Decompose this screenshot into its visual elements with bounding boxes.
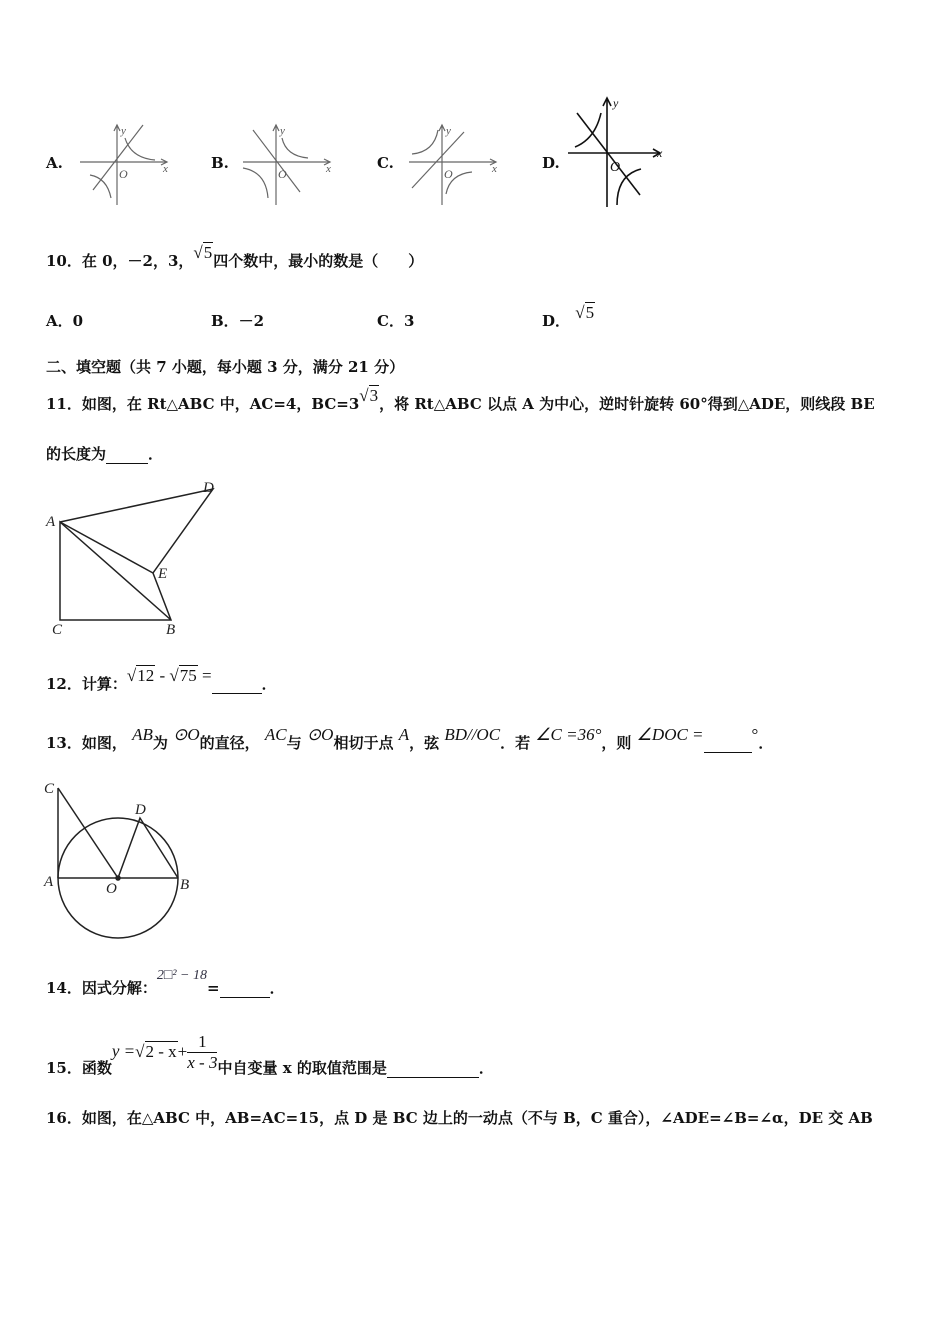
sqrt-radicand: 5 (203, 243, 213, 262)
degree-sign: ° (751, 725, 759, 744)
origin-label: O (119, 167, 128, 181)
option-a-label: A. (46, 154, 63, 172)
point-a-label: A (46, 514, 56, 530)
section-heading: 二、填空题（共 7 小题，每小题 3 分，满分 21 分） (46, 358, 405, 376)
text: 与 (286, 734, 302, 752)
math-circle-o: ⊙O (173, 725, 200, 744)
y-axis-label: y (446, 125, 451, 137)
period: ． (478, 1058, 494, 1077)
point-b-label: B (166, 622, 176, 638)
q10-option-c: C．3 (377, 312, 415, 330)
q15-text-cont: 中自变量 x 的取值范围是 (217, 1058, 387, 1077)
q10-option-b: B．－2 (211, 312, 265, 330)
q11-text: 11．如图，在 Rt△ABC 中，AC=4，BC=3 (46, 395, 360, 413)
sqrt-radicand: 3 (369, 386, 379, 405)
text: 的直径， (199, 734, 260, 752)
origin-label: O (444, 167, 453, 181)
q10-option-a: A．0 (46, 312, 84, 330)
question-16: 16．如图，在△ABC 中，AB=AC=15，点 D 是 BC 边上的一动点（不与 B，C 重合），∠ADE=∠B=∠α，DE 交 AB (46, 1109, 873, 1127)
q11-text-end: 的长度为 (46, 445, 107, 463)
point-e-label: E (158, 566, 168, 582)
text: ，弦 (409, 734, 440, 752)
equals: = (206, 979, 220, 997)
y-axis-label: y (613, 96, 619, 110)
sqrt-75: 75 (179, 666, 197, 685)
y-axis-label: y (280, 125, 285, 137)
y-axis-label: y (121, 125, 126, 137)
sqrt-expr: √2 - x (135, 1041, 177, 1061)
math-angle-c: ∠C =36° (535, 725, 602, 744)
q11-text-cont: ，将 Rt△ABC 以点 A 为中心，逆时针旋转 60°得到△ADE，则线段 BE (379, 395, 875, 413)
equals: = (197, 666, 212, 685)
option-d-label: D. (542, 154, 560, 172)
math-ab: AB (132, 725, 153, 744)
question-14 (46, 968, 285, 998)
minus: - (155, 666, 170, 685)
expression: √12 - √75 = (126, 666, 212, 685)
point-c-label: C (52, 622, 63, 638)
text: ，则 (601, 734, 632, 752)
text: 为 (152, 734, 168, 752)
option-label: D． (542, 312, 571, 330)
sqrt5: √5 (193, 243, 213, 262)
math-y: y = (111, 1041, 136, 1061)
sqrt-12: 12 (137, 666, 155, 685)
sqrt5: √5 (575, 303, 595, 322)
q13-text: 13．如图， (46, 734, 127, 752)
x-axis-label: x (492, 163, 497, 175)
math-circle-o: ⊙O (306, 725, 334, 744)
answer-blank[interactable] (387, 1059, 479, 1078)
origin-label: O (278, 167, 287, 181)
option-b-label: B. (211, 154, 229, 172)
answer-blank[interactable] (220, 979, 270, 998)
text: 相切于点 (333, 734, 394, 752)
x-axis-label: x (163, 163, 168, 175)
option-c-label: C. (377, 154, 394, 172)
q10-text-end: 四个数中，最小的数是（ ） (213, 252, 424, 270)
math-a: A (398, 725, 410, 744)
origin-label: O (610, 160, 621, 175)
point-b-label: B (180, 877, 190, 893)
point-d-label: D (135, 802, 146, 818)
sqrt-radicand: 5 (585, 303, 595, 322)
plus: + (177, 1041, 188, 1061)
x-axis-label: x (657, 146, 663, 160)
point-o-label: O (106, 881, 117, 897)
point-a-label: A (44, 874, 54, 890)
q14-text: 14．因式分解： (46, 979, 157, 997)
fraction (187, 1032, 217, 1073)
point-d-label: D (203, 480, 214, 496)
x-axis-label: x (326, 163, 331, 175)
numerator: 1 (187, 1032, 217, 1053)
point-c-label: C (44, 781, 55, 797)
period: ． (148, 445, 164, 463)
sqrt3: √3 (359, 386, 379, 405)
q10-text: 10．在 0，－2，3， (46, 252, 194, 270)
q15-text: 15．函数 (46, 1058, 112, 1077)
period: ． (261, 675, 277, 693)
denominator: x - 3 (187, 1053, 218, 1072)
period: ． (758, 734, 774, 752)
period: ． (269, 979, 285, 997)
question-15 (46, 1032, 494, 1077)
math-bd-parallel-oc: BD//OC (444, 725, 501, 744)
sqrt-radicand: 2 - x (145, 1041, 177, 1061)
expression: 2□² − 18 (156, 968, 207, 983)
math-angle-doc: ∠DOC = (636, 725, 704, 744)
math-ac: AC (264, 725, 287, 744)
q12-text: 12．计算： (46, 675, 127, 693)
text: ．若 (500, 734, 531, 752)
